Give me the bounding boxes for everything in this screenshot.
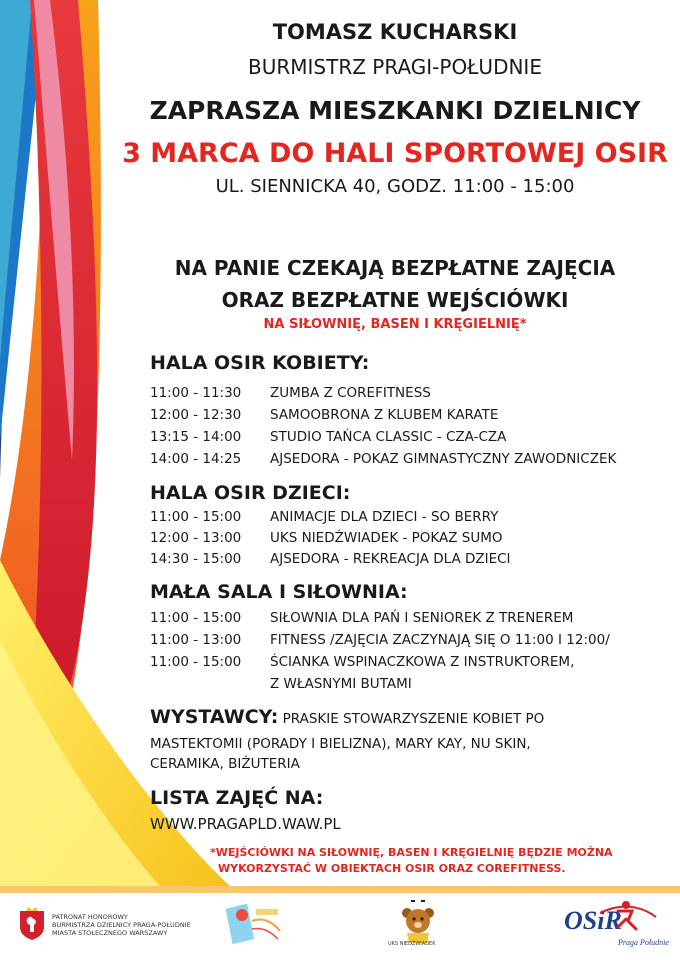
patron-line: PATRONAT HONOROWY <box>52 913 128 921</box>
exhibitors-line-2: MASTEKTOMII (PORADY I BIELIZNA), MARY KAY, NU SKIN, <box>150 736 531 752</box>
section-title-mala-sala: MAŁA SALA I SIŁOWNIA: <box>150 581 408 603</box>
patron-line: BURMISTRZA DZIELNICY PRAGA-POŁUDNIE <box>52 921 191 929</box>
warsaw-crest-icon <box>18 907 46 941</box>
schedule-activity: ŚCIANKA WSPINACZKOWA Z INSTRUKTOREM, <box>270 654 575 670</box>
schedule-time: 11:00 - 13:00 <box>150 632 242 648</box>
schedule-activity: ANIMACJE DLA DZIECI - SO BERRY <box>270 509 499 525</box>
schedule-time: 12:00 - 12:30 <box>150 407 242 423</box>
section-title-hala-dzieci: HALA OSIR DZIECI: <box>150 482 351 504</box>
schedule-time: 14:30 - 15:00 <box>150 551 242 567</box>
exhibitors-line-3: CERAMIKA, BIŻUTERIA <box>150 756 300 772</box>
schedule-time: 11:00 - 11:30 <box>150 385 242 401</box>
schedule-time: 12:00 - 13:00 <box>150 530 242 546</box>
schedule-activity: FITNESS /ZAJĘCIA ZACZYNAJĄ SIĘ O 11:00 I 12:00/ <box>270 632 610 648</box>
footnote-line-1: *WEJŚCIÓWKI NA SIŁOWNIĘ, BASEN I KRĘGIELNIĘ BĘDZIE MOŻNA <box>210 846 613 859</box>
schedule-time: 14:00 - 14:25 <box>150 451 242 467</box>
exhibitors-line-1 <box>150 706 544 728</box>
schedule-activity: Z WŁASNYMI BUTAMI <box>270 676 412 692</box>
list-url[interactable]: WWW.PRAGAPLD.WAW.PL <box>150 815 341 833</box>
host-role: BURMISTRZ PRAGI-POŁUDNIE <box>248 55 542 79</box>
sponsor-footer <box>0 893 680 960</box>
schedule-activity: AJSEDORA - REKREACJA DLA DZIECI <box>270 551 511 567</box>
schedule-activity: ZUMBA Z COREFITNESS <box>270 385 431 401</box>
schedule-activity: UKS NIEDŹWIADEK - POKAZ SUMO <box>270 530 503 546</box>
bear-caption: UKS NIEDŹWIADEK <box>388 941 436 947</box>
osir-logo <box>560 897 669 951</box>
schedule-time: 11:00 - 15:00 <box>150 654 242 670</box>
schedule-time: 11:00 - 15:00 <box>150 610 242 626</box>
schedule-time: 13:15 - 14:00 <box>150 429 242 445</box>
offer-line-1: NA PANIE CZEKAJĄ BEZPŁATNE ZAJĘCIA <box>174 256 616 280</box>
host-name: TOMASZ KUCHARSKI <box>272 20 518 44</box>
schedule-activity: SAMOOBRONA Z KLUBEM KARATE <box>270 407 499 423</box>
osir-logo-text: OSiR <box>564 906 622 935</box>
partner-logo-icon <box>222 901 286 949</box>
list-label: LISTA ZAJĘĆ NA: <box>150 787 324 809</box>
schedule-activity: AJSEDORA - POKAZ GIMNASTYCZNY ZAWODNICZEK <box>270 451 617 467</box>
event-address: UL. SIENNICKA 40, GODZ. 11:00 - 15:00 <box>215 176 575 197</box>
patron-line: MIASTA STOŁECZNEGO WARSZAWY <box>52 929 168 937</box>
invitation-heading: ZAPRASZA MIESZKANKI DZIELNICY <box>149 96 641 125</box>
patron-text <box>52 913 191 937</box>
footnote-line-2: WYKORZYSTAĆ W OBIEKTACH OSIR ORAZ COREFITNESS. <box>218 862 566 875</box>
schedule-activity: STUDIO TAŃCA CLASSIC - CZA-CZA <box>270 429 507 445</box>
schedule-time: 11:00 - 15:00 <box>150 509 242 525</box>
offer-line-2: ORAZ BEZPŁATNE WEJŚCIÓWKI <box>221 288 569 312</box>
schedule-activity: SIŁOWNIA DLA PAŃ I SENIOREK Z TRENEREM <box>270 610 574 626</box>
exhibitors-label: WYSTAWCY: <box>150 706 279 728</box>
event-date-place: 3 MARCA DO HALI SPORTOWEJ OSIR <box>122 138 668 169</box>
offer-line-3: NA SIŁOWNIĘ, BASEN I KRĘGIELNIĘ* <box>263 317 527 332</box>
section-title-hala-kobiety: HALA OSIR KOBIETY: <box>150 352 370 374</box>
exhibitors-text: PRASKIE STOWARZYSZENIE KOBIET PO <box>282 711 545 727</box>
osir-sub-text: Praga Południe <box>618 938 669 947</box>
